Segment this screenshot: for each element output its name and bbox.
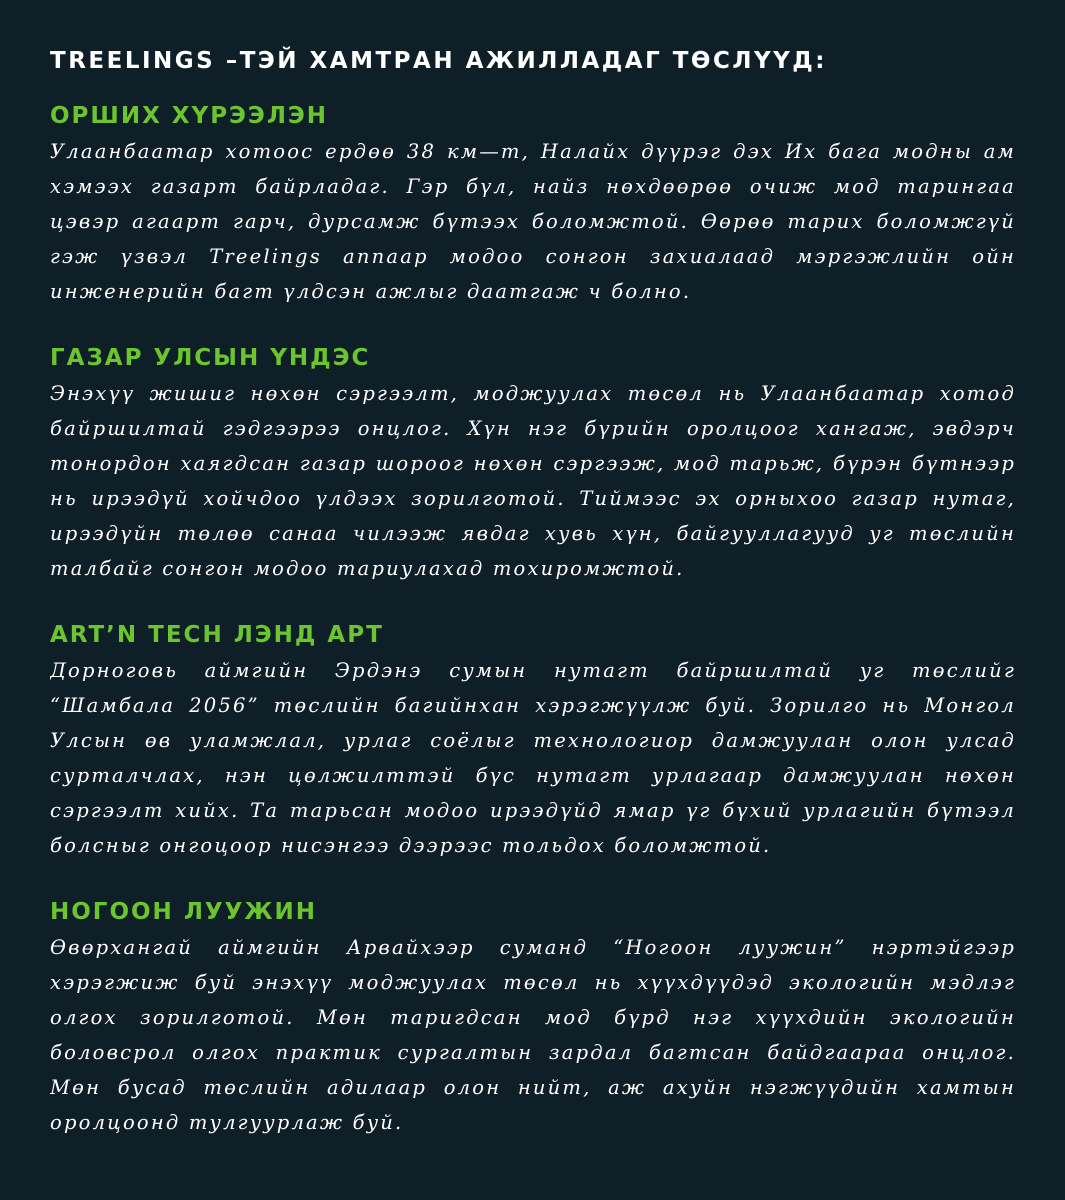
paragraph-line: цэвэр агаарт гарч, дурсамж бүтээх боломжтой. Өөрөө тарих боломжгүй bbox=[50, 210, 1016, 233]
paragraph-line: Мөн бусад төслийн адилаар олон нийт, аж ахуйн нэгжүүдийн хамтын bbox=[50, 1076, 1016, 1099]
section-paragraph bbox=[50, 376, 1016, 586]
paragraph-line: Өвөрхангай аймгийн Арвайхээр суманд “Ногоон луужин” нэртэйгээр bbox=[50, 936, 1016, 959]
section-paragraph bbox=[50, 653, 1016, 863]
section-paragraph bbox=[50, 134, 1016, 309]
paragraph-line: Улаанбаатар хотоос ердөө 38 км—т, Налайх дүүрэг дэх Их бага модны ам bbox=[50, 140, 1016, 163]
paragraph-line: Дорноговь аймгийн Эрдэнэ сумын нутагт байршилтай уг төслийг bbox=[50, 659, 1016, 682]
section-heading: ГАЗАР УЛСЫН ҮНДЭС bbox=[50, 345, 371, 371]
paragraph-line: боловсрол олгох практик сургалтын зардал багтсан байдгаараа онцлог. bbox=[50, 1041, 1016, 1064]
paragraph-line: байршилтай гэдгээрээ онцлог. Хүн нэг бүрийн оролцоог хангаж, эвдэрч bbox=[50, 417, 1016, 440]
paragraph-line: Улсын өв уламжлал, урлаг соёлыг технологиор дамжуулан олон улсад bbox=[50, 729, 1016, 752]
page-title: TREELINGS –ТЭЙ ХАМТРАН АЖИЛЛАДАГ ТӨСЛҮҮД: bbox=[50, 48, 827, 74]
paragraph-line: хэмээх газарт байрладаг. Гэр бүл, найз нөхдөөрөө очиж мод тарингаа bbox=[50, 175, 1016, 198]
section-artn-tech-land-art bbox=[50, 619, 1016, 863]
paragraph-line: талбайг сонгон модоо тариулахад тохиромжтой. bbox=[50, 557, 685, 580]
paragraph-line: олгох зорилготой. Мөн таригдсан мод бүрд нэг хүүхдийн экологийн bbox=[50, 1006, 1016, 1029]
paragraph-line: нь ирээдүй хойчдоо үлдээх зорилготой. Тиймээс эх орныхоо газар нутаг, bbox=[50, 487, 1016, 510]
section-heading: НОГООН ЛУУЖИН bbox=[50, 899, 318, 925]
section-nogoon-luujin bbox=[50, 896, 1016, 1140]
section-heading: ОРШИХ ХҮРЭЭЛЭН bbox=[50, 103, 329, 129]
paragraph-line: сурталчлах, нэн цөлжилттэй бүс нутагт урлагаар дамжуулан нөхөн bbox=[50, 764, 1016, 787]
paragraph-line: “Шамбала 2056” төслийн багийнхан хэрэгжүүлж буй. Зорилго нь Монгол bbox=[50, 694, 1016, 717]
paragraph-line: болсныг онгоцоор нисэнгээ дээрээс тольдох боломжтой. bbox=[50, 834, 772, 857]
paragraph-line: тонордон хаягдсан газар шороог нөхөн сэргээж, мод тарьж, бүрэн бүтнээр bbox=[50, 452, 1016, 475]
paragraph-line: Энэхүү жишиг нөхөн сэргээлт, моджуулах төсөл нь Улаанбаатар хотод bbox=[50, 382, 1016, 405]
section-gazar-ulsyn-undes bbox=[50, 342, 1016, 586]
paragraph-line: инженерийн багт үлдсэн ажлыг даатгаж ч болно. bbox=[50, 280, 692, 303]
paragraph-line: гэж үзвэл Treelings аппаар модоо сонгон захиалаад мэргэжлийн ойн bbox=[50, 245, 1016, 268]
section-heading: ART’N TECH ЛЭНД АРТ bbox=[50, 622, 384, 648]
paragraph-line: оролцоонд тулгуурлаж буй. bbox=[50, 1111, 404, 1134]
paragraph-line: ирээдүйн төлөө санаа чилээж явдаг хувь хүн, байгууллагууд уг төслийн bbox=[50, 522, 1016, 545]
paragraph-line: хэрэгжиж буй энэхүү моджуулах төсөл нь хүүхдүүдэд экологийн мэдлэг bbox=[50, 971, 1016, 994]
document-page bbox=[50, 44, 1016, 1173]
paragraph-line: сэргээлт хийх. Та тарьсан модоо ирээдүйд ямар үг бүхий урлагийн бүтээл bbox=[50, 799, 1016, 822]
section-paragraph bbox=[50, 930, 1016, 1140]
section-orshih-khureelen bbox=[50, 100, 1016, 309]
